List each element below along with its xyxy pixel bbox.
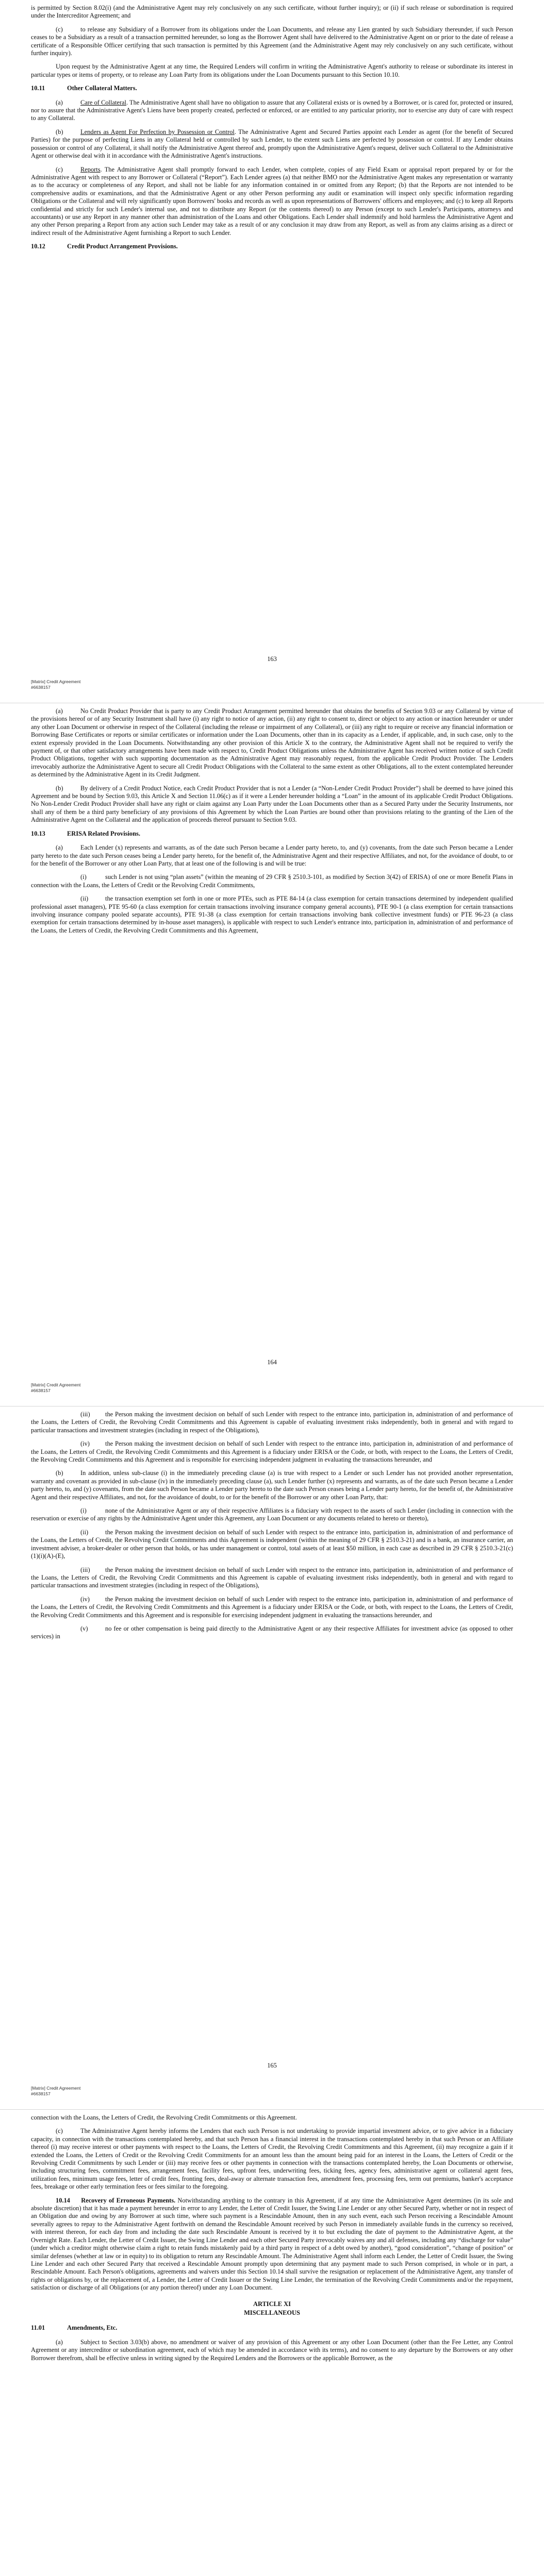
clause-label: (b) [56,128,63,135]
clause-heading: Lenders as Agent For Perfection by Possession or Control [80,128,235,135]
clause-text: the transaction exemption set forth in one or more PTEs, such as PTE 84-14 (a class exemption for certain transactions determined by independent qualified professional asset managers), PTE 95-60 (a class exemption for certain transactions involving insurance company general accounts), PTE 90-1 (a class exemption for certain transactions involving insurance company pooled separate accounts), PTE 91-38 (a class exemption for certain transactions involving bank collective investment funds) or PTE 96-23 (a class exemption for certain transactions determined by in-house asset managers), is applicable with respect to such Lender's entrance into, participation in, administration of and performance of the Loans, the Letters of Credit, the Revolving Credit Commitments and this Agreement, [31,895,513,934]
section-number: 11.01 [31,2324,45,2332]
clause-text: such Lender is not using “plan assets” (within the meaning of 29 CFR § 2510.3-101, as modified by Section 3(42) of ERISA) of one or more Benefit Plans in connection with the Loans, the Letters of Credit or the Revolving Credit Commitments, [31,873,513,889]
clause-text: Each Lender (x) represents and warrants, as of the date such Person became a Lender party hereto, to, and (y) covenants, from the date such Person became a Lender party hereto to the date such Person ceases being a Lender party hereto, for the benefit of, the Administrative Agent and their respective Affiliates, and not, for the avoidance of doubt, to or for the benefit of the Borrower or any other Loan Party, that at least one of the following is and will be true: [31,844,513,867]
footer-line-2: #6638157 [31,2091,51,2096]
paragraph-10-14 [31,2197,513,2292]
paragraph-10-13-a-iii [31,1411,513,1434]
paragraph-10-11-b [31,128,513,160]
paragraph-10-13-b-iii [31,1566,513,1590]
section-text: Notwithstanding anything to the contrary in this Agreement, if at any time the Administrative Agent determines (in its sole and absolute discretion) that it has made a payment hereunder in error to any Lender, the Letter of Credit Issuer, the Swing Line Lender or any other Secured Party, whether or not in respect of an Obligation due and owing by any Borrower at such time, where such payment is a Rescindable Amount, then in any such event, each such Person receiving a Rescindable Amount severally agrees to repay to the Administrative Agent forthwith on demand the Rescindable Amount received by such Person in immediately available funds in the currency so received, with interest thereon, for each day from and including the date such Rescindable Amount is received by it to but excluding the date of payment to the Administrative Agent, at the Overnight Rate. Each Lender, the Letter of Credit Issuer, the Swing Line Lender and each other Secured Party irrevocably waives any and all defenses, including any “discharge for value” (under which a creditor might otherwise claim a right to retain funds mistakenly paid by a third party in respect of a debt owed by another), “good consideration”, “change of position” or similar defenses (whether at law or in equity) to its obligation to return any Rescindable Amount. The Administrative Agent shall inform each Lender, the Letter of Credit Issuer, the Swing Line Lender and each other Secured Party that received a Rescindable Amount promptly upon determining that any payment made to such Person comprised, in whole or in part, a Rescindable Amount. Each Person's obligations, agreements and waivers under this Section 10.14 shall survive the resignation or replacement of the Administrative Agent, any transfer of rights or obligations by, or the replacement of, a Lender, the Letter of Credit Issuer or the Swing Line Lender, the termination of the Revolving Credit Commitments and/or the repayment, satisfaction or discharge of all Obligations (or any portion thereof) under any Loan Document. [31,2196,513,2292]
section-number: 10.11 [31,84,45,92]
clause-label: (c) [56,165,63,173]
footer-line-2: #6638157 [31,1388,51,1393]
clause-text: Subject to Section 3.03(b) above, no amendment or waiver of any provision of this Agreement or any other Loan Document (other than the Fee Letter, any Control Agreement or any intercreditor or subordination agreement, each of which may be amended in accordance with its terms), and no consent to any departure by the Borrowers or any other Borrower therefrom, shall be effective unless in writing signed by the Required Lenders and the Borrowers or the applicable Borrower, as the [31,2338,513,2362]
clause-label: (a) [56,844,63,852]
clause-text: In addition, unless sub-clause (i) in the immediately preceding clause (a) is true with respect to a Lender or such Lender has not provided another representation, warranty and covenant as provided in sub-clause (iv) in the immediately preceding clause (a), such Lender further (x) represents and warrants, as of the date such Person became a Lender party hereto, to, and (y) covenants, from the date such Person became a Lender party hereto to the date such Person ceases being a Lender party hereto, for the benefit of, the Administrative Agent and their respective Affiliates, and not, for the avoidance of doubt, to or for the benefit of the Borrower or any other Loan Party, that: [31,1469,513,1501]
clause-label: (a) [56,98,63,106]
footer-line-2: #6638157 [31,685,51,690]
paragraph-continuation: connection with the Loans, the Letters of Credit, the Revolving Credit Commitments or this Agreement. [31,2114,297,2121]
section-title: Other Collateral Matters. [67,84,137,92]
clause-text: . The Administrative Agent shall have no obligation to assure that any Collateral exists or is owned by a Borrower, or is cared for, protected or insured, nor to assure that the Administrative Agent's Liens have been properly created, perfected or enforced, or are entitled to any particular priority, nor to exercise any duty of care with respect to any Collateral. [31,98,514,122]
article-title: MISCELLANEOUS [244,2309,300,2316]
section-title: Credit Product Arrangement Provisions. [67,243,178,250]
section-number: 10.13 [31,829,45,837]
paragraph-10-12-b [31,785,513,824]
document-page-165 [0,1406,544,2110]
page-number: 165 [267,2062,277,2069]
paragraph-confirmation: Upon request by the Administrative Agent at any time, the Required Lenders will confirm in writing the Administrative Agent's authority to release or subordinate its interest in particular types or items of property, or to release any Loan Party from its obligations under the Loan Documents pursuant to this Section 10.10. [31,63,513,78]
paragraph-10-13-b-i [31,1507,513,1523]
clause-label: (iv) [80,1595,90,1603]
section-heading-11-01 [31,2324,513,2332]
footer-line-1: [Matrix] Credit Agreement [31,2086,81,2091]
document-page-163 [0,0,544,703]
clause-label: (iv) [80,1440,90,1448]
paragraph-10-11-c [31,166,513,238]
clause-label: (v) [80,1624,88,1632]
section-heading-10-11 [31,84,513,92]
clause-text: the Person making the investment decision on behalf of such Lender with respect to the entrance into, participation in, administration of and performance of the Loans, the Letters of Credit, the Revolving Credit Commitments and this Agreement is capable of evaluating investment risks independently, both in general and with regard to particular transactions and investment strategies (including in respect of the Obligations), [31,1566,513,1589]
clause-label: (b) [56,784,63,792]
clause-label: (a) [56,707,63,715]
section-heading-10-12 [31,243,513,250]
paragraph-10-13-b [31,1469,513,1501]
clause-text: the Person making the investment decision on behalf of such Lender with respect to the entrance into, participation in, administration of and performance of the Loans, the Letters of Credit, the Revolving Credit Commitments and this Agreement is capable of evaluating investment risks independently, both in general and with regard to particular transactions and investment strategies (including in respect of the Obligations), [31,1411,513,1434]
clause-text: By delivery of a Credit Product Notice, each Credit Product Provider that is not a Lender (a “Non-Lender Credit Product Provider”) shall be deemed to have joined this Agreement and be bound by Section 9.03, this Article X and Section 11.06(c) as if it were a Lender hereunder holding a “Loan” in the amount of its applicable Credit Product Obligations. No Non-Lender Credit Product Provider shall have any right or claim against any Loan Party under the Loan Documents other than as a Secured Party under the Security Instruments, nor shall any of them be a third party beneficiary of any provisions of this Agreement by which the Loan Parties are bound other than provisions relating to the granting of the Lien of the Administrative Agent on the Collateral and the application of proceeds thereof pursuant to Section 9.03. [31,784,513,824]
paragraph-10-11-a [31,99,513,123]
clause-text: the Person making the investment decision on behalf of such Lender with respect to the entrance into, participation in, administration of and performance of the Loans, the Letters of Credit, the Revolving Credit Commitments and this Agreement is a fiduciary under ERISA or the Code, or both, with respect to the Loans, the Letters of Credit, the Revolving Credit Commitments and this Agreement and is responsible for exercising independent judgment in evaluating the transactions hereunder, and [31,1595,513,1619]
clause-text: . The Administrative Agent shall promptly forward to each Lender, when complete, copies of any Field Exam or appraisal report prepared by or for the Administrative Agent with respect to any Borrower or Collateral (“Report”). Each Lender agrees (a) that neither BMO nor the Administrative Agent makes any representation or warranty as to the accuracy or completeness of any Report, and shall not be liable for any information contained in or omitted from any Report; (b) that the Reports are not intended to be comprehensive audits or examinations, and that the Administrative Agent or any other Person performing any audit or examination will inspect only specific information regarding Obligations or the Collateral and will rely significantly upon Borrowers' books and records as well as upon representations of Borrowers' officers and employees; and (c) to keep all Reports confidential and strictly for such Lender's internal use, and not to distribute any Report (or the contents thereof) to any Person (except to such Lender's Participants, attorneys and accountants) or use any Report in any manner other than administration of the Loans and other Obligations. Each Lender shall indemnify and hold harmless the Administrative Agent and any other Person preparing a Report from any action such Lender may take as a result of or any conclusion it may draw from any Report, as well as from any claims arising as a direct or indirect result of the Administrative Agent furnishing a Report to such Lender. [31,165,513,236]
clause-label: (iii) [80,1566,90,1573]
clause-text: the Person making the investment decision on behalf of such Lender with respect to the entrance into, participation in, administration of and performance of the Loans, the Letters of Credit, the Revolving Credit Commitments and this Agreement is independent (within the meaning of 29 CFR § 2510.3-21) and is a bank, an insurance carrier, an investment adviser, a broker-dealer or other person that holds, or has under management or control, total assets of at least $50 million, in each case as described in 29 CFR § 2510.3-21(c)(1)(i)(A)-(E), [31,1528,513,1560]
paragraph-10-10-c [31,26,513,58]
page-footer [31,2086,80,2097]
clause-text: the Person making the investment decision on behalf of such Lender with respect to the entrance into, participation in, administration of and performance of the Loans, the Letters of Credit, the Revolving Credit Commitments and this Agreement is a fiduciary under ERISA or the Code, or both, with respect to the Loans, the Letters of Credit, the Revolving Credit Commitments and this Agreement and is responsible for exercising independent judgment in evaluating the transactions hereunder, and [31,1440,513,1464]
clause-label: (i) [80,1507,87,1515]
footer-line-1: [Matrix] Credit Agreement [31,1382,81,1387]
paragraph-10-13-b-v [31,1625,513,1641]
paragraph-continuation: is permitted by Section 8.02(i) (and the Administrative Agent may rely conclusively on any such certificate, without further inquiry); or (ii) if such release or subordination is required under the Intercreditor Agreement; and [31,4,513,20]
paragraph-10-13-a-ii [31,895,513,935]
page-number: 163 [267,655,277,663]
clause-text: The Administrative Agent hereby informs the Lenders that each such Person is not undertaking to provide impartial investment advice, or to give advice in a fiduciary capacity, in connection with the transactions contemplated hereby, and that such Person has a financial interest in the transactions contemplated hereby in that such Person or an Affiliate thereof (i) may receive interest or other payments with respect to the Loans, the Letters of Credit, the Revolving Credit Commitments and this Agreement, (ii) may recognize a gain if it extended the Loans, the Letters of Credit or the Revolving Credit Commitments for an amount less than the amount being paid for an interest in the Loans, the Letters of Credit or the Revolving Credit Commitments by such Lender or (iii) may receive fees or other payments in connection with the transactions contemplated hereby, the Loan Documents or otherwise, including structuring fees, commitment fees, arrangement fees, facility fees, upfront fees, underwriting fees, ticking fees, agency fees, administrative agent or collateral agent fees, utilization fees, minimum usage fees, letter of credit fees, fronting fees, deal-away or alternate transaction fees, amendment fees, processing fees, term out premiums, banker's acceptance fees, breakage or other early termination fees or fees similar to the foregoing. [31,2127,513,2191]
paragraph-10-13-c [31,2127,513,2191]
clause-label: (a) [56,2338,63,2346]
clause-label: (c) [56,25,63,33]
paragraph-10-13-a-i [31,873,513,889]
section-number: 10.14 [56,2196,70,2204]
clause-label: (c) [56,2127,63,2135]
section-title: ERISA Related Provisions. [67,829,140,837]
clause-heading: Care of Collateral [80,98,126,106]
article-number: ARTICLE XI [253,2300,291,2308]
paragraph-10-13-b-iv [31,1596,513,1619]
clause-label: (iii) [80,1411,90,1418]
document-page-166 [0,2110,544,2576]
section-heading-10-13 [31,830,513,838]
section-title: Amendments, Etc. [67,2324,118,2332]
paragraph-10-13-b-ii [31,1529,513,1561]
paragraph-10-12-a [31,707,513,779]
section-title: Recovery of Erroneous Payments. [81,2196,176,2204]
clause-text: none of the Administrative Agent or any of their respective Affiliates is a fiduciary with respect to the assets of such Lender (including in connection with the reservation or exercise of any rights by the Administrative Agent under this Agreement, any Loan Document or any documents related to hereto or thereto), [31,1507,513,1522]
clause-heading: Reports [80,165,101,173]
section-number: 10.12 [31,243,45,250]
clause-label: (ii) [80,895,89,903]
page-footer [31,679,80,690]
paragraph-10-13-a-iv [31,1440,513,1464]
page-number: 164 [267,1359,277,1366]
clause-text: no fee or other compensation is being paid directly to the Administrative Agent or any their respective Affiliates for investment advice (as opposed to other services) in [31,1624,513,1640]
clause-label: (b) [56,1469,63,1477]
page-footer [31,1382,80,1394]
paragraph-10-13-a [31,844,513,868]
document-page-164 [0,703,544,1406]
footer-line-1: [Matrix] Credit Agreement [31,679,81,684]
clause-text: No Credit Product Provider that is party to any Credit Product Arrangement permitted hereunder that obtains the benefits of Section 9.03 or any Collateral by virtue of the provisions hereof or of any Security Instrument shall have (i) any right to notice of any action, (ii) any right to consent to, direct or object to any action or inaction hereunder or under any other Loan Document or otherwise in respect of the Collateral (including the release or impairment of any Collateral), or (iii) any right to require or receive any financial information or Borrowing Base Certificates or reports or similar certificates or information under the Loan Documents, other than in its capacity as a Lender, if applicable, and, in such case, only to the extent expressly provided in the Loan Documents. Notwithstanding any other provision of this Article X to the contrary, the Administrative Agent shall not be required to verify the payment of, or that other satisfactory arrangements have been made with respect to, Credit Product Obligations unless the Administrative Agent has received written notice of such Credit Product Obligations, together with such supporting documentation as the Administrative Agent may reasonably request, from the applicable Credit Product Provider. The Lenders irrevocably authorize the Administrative Agent to secure all Credit Product Obligations with the Collateral to the same extent as other Obligations, all to the extent contemplated hereunder as determined by the Administrative Agent in its Credit Judgment. [31,707,513,778]
clause-text: . The Administrative Agent and Secured Parties appoint each Lender as agent (for the benefit of Secured Parties) for the purpose of perfecting Liens in any Collateral held or controlled by such Lender, to the extent such Liens are perfected by possession or control. If any Lender obtains possession or control of any Collateral, it shall notify the Administrative Agent thereof and, promptly upon the Administrative Agent's request, deliver such Collateral to the Administrative Agent or otherwise deal with it in accordance with the Administrative Agent's instructions. [31,128,513,160]
clause-text: to release any Subsidiary of a Borrower from its obligations under the Loan Documents, and release any Lien granted by such Subsidiary thereunder, if such Person ceases to be a Subsidiary as a result of a transaction permitted hereunder, so long as the Borrower Agent shall have delivered to the Administrative Agent on or prior to the date of release a certificate of a Responsible Officer certifying that such transaction is permitted by this Agreement (and the Administrative Agent may rely conclusively on any such certificate, without further inquiry). [31,25,513,57]
clause-label: (i) [80,873,87,881]
clause-label: (ii) [80,1528,89,1536]
paragraph-11-01-a [31,2338,513,2362]
